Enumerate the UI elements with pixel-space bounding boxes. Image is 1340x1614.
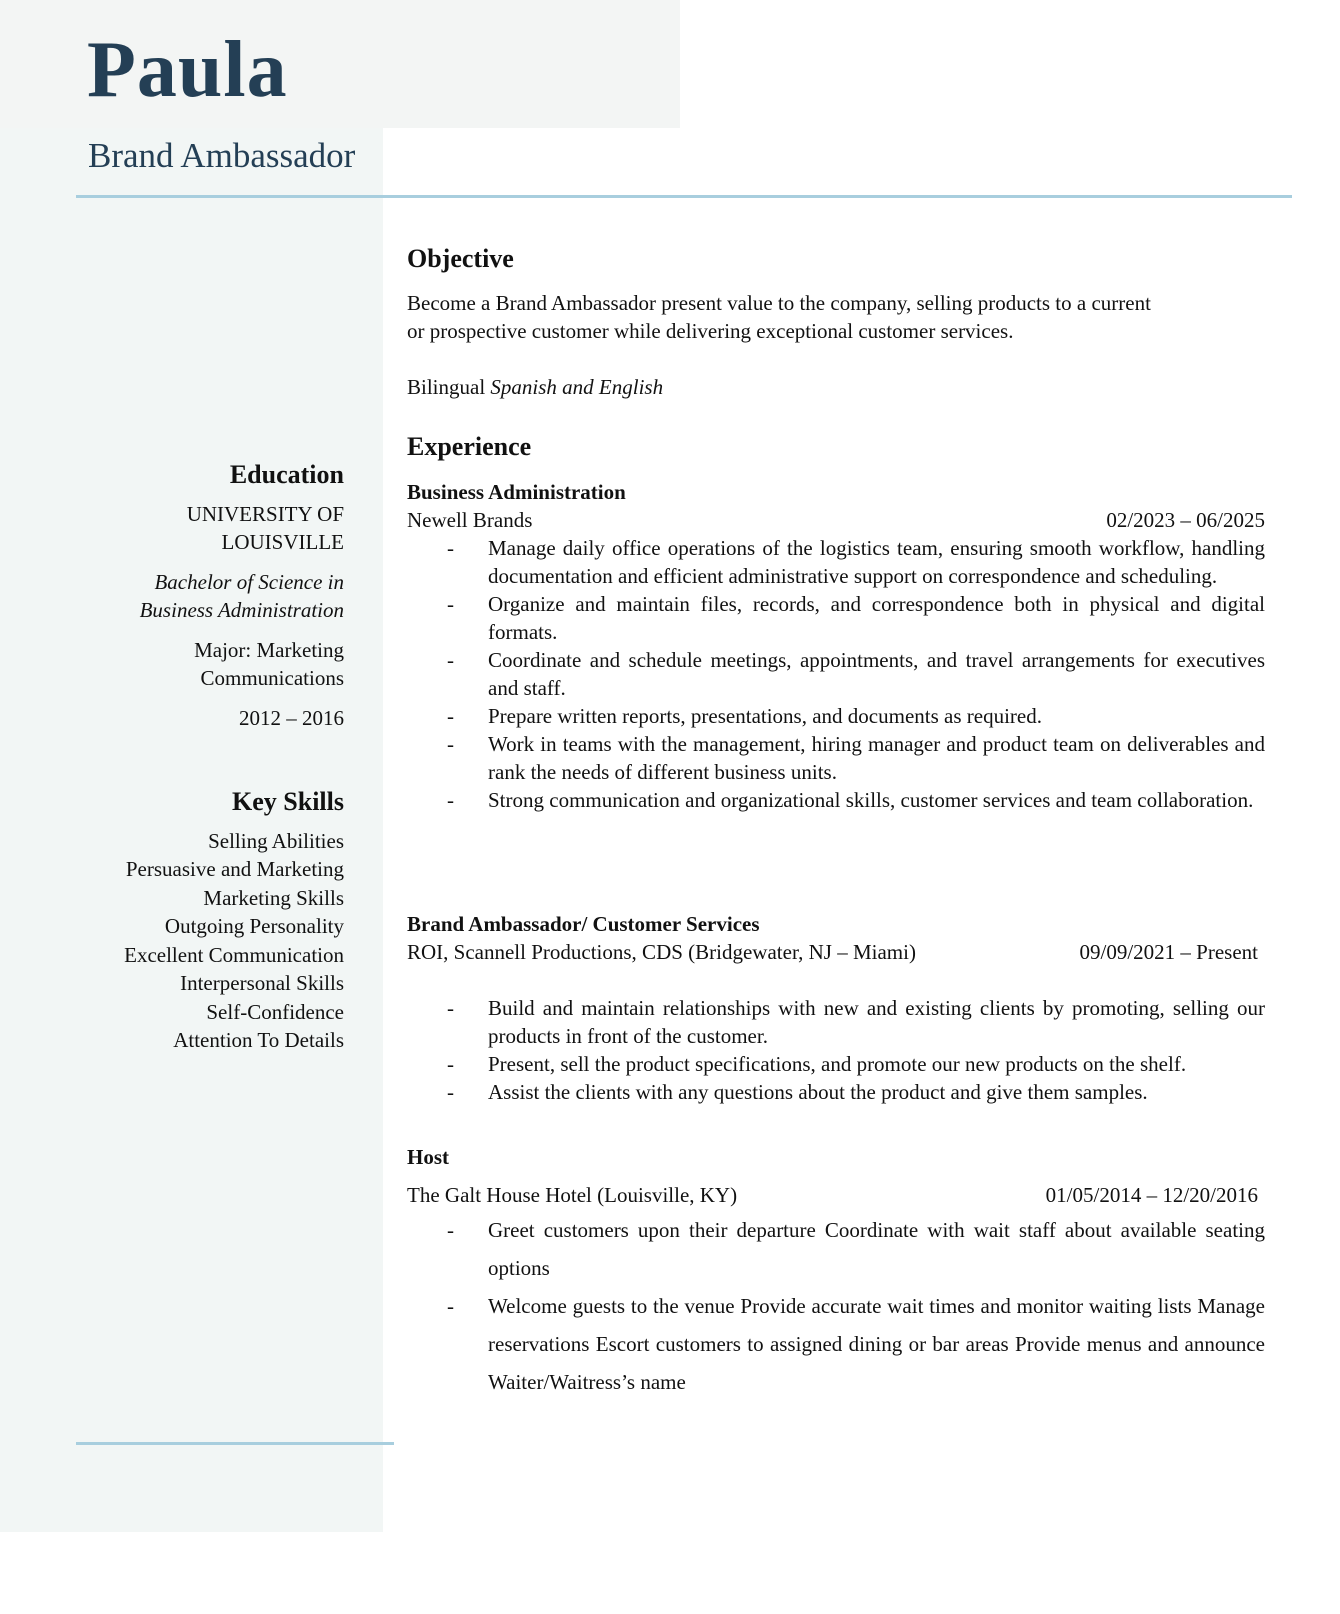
job-bullet-text: Work in teams with the management, hiring manager and product team on deliverables and rank the needs of different business units.	[488, 732, 1265, 784]
job-bullet	[407, 1287, 1265, 1401]
bullet-marker: -	[447, 996, 454, 1020]
skill-item: Interpersonal Skills	[180, 971, 344, 996]
education-years: 2012 – 2016	[239, 705, 344, 730]
bilingual-label: Bilingual	[407, 374, 486, 399]
job-bullet-text: Organize and maintain files, records, and correspondence both in physical and digital formats.	[488, 592, 1265, 644]
skill-item: Excellent Communication	[124, 942, 344, 967]
bullet-marker: -	[447, 788, 454, 812]
job-bullet-text: Strong communication and organizational skills, customer services and team collaboration.	[488, 788, 1254, 812]
education-section	[60, 458, 344, 744]
job-company: The Galt House Hotel (Louisville, KY)	[407, 1183, 738, 1207]
header-divider	[76, 195, 1292, 198]
sidebar-bottom-divider	[76, 1442, 394, 1445]
job-company-row	[407, 938, 1265, 966]
bilingual-line	[407, 373, 1265, 401]
objective-line: Become a Brand Ambassador present value to the company, selling products to a current	[407, 290, 1151, 315]
bullet-marker: -	[447, 592, 454, 616]
job-bullet	[407, 1078, 1265, 1106]
job-dates: 01/05/2014 – 12/20/2016	[1045, 1183, 1258, 1207]
job-company: Newell Brands	[407, 508, 533, 532]
job-bullets	[407, 534, 1265, 814]
skill-item: Self-Confidence	[206, 999, 344, 1024]
job-dates: 02/2023 – 06/2025	[1106, 508, 1265, 532]
objective-section	[407, 242, 1265, 401]
job-bullet-text: Greet customers upon their departure Coordinate with wait staff about available seating options	[488, 1218, 1265, 1280]
job-company-row	[407, 1181, 1265, 1209]
job-bullets	[407, 1211, 1265, 1401]
education-major-line: Major: Marketing	[194, 637, 344, 662]
education-degree	[60, 568, 344, 624]
education-degree-line: Business Administration	[139, 597, 344, 622]
job-entry	[407, 478, 1265, 814]
skill-item: Persuasive and Marketing	[125, 857, 344, 882]
education-major-line: Communications	[200, 665, 344, 690]
job-bullet-text: Manage daily office operations of the logistics team, ensuring smooth workflow, handling documentation and efficient administrative support on correspondence and scheduling.	[488, 536, 1265, 588]
job-title: Brand Ambassador/ Customer Services	[407, 912, 760, 936]
job-bullet-text: Assist the clients with any questions about the product and give them samples.	[488, 1080, 1148, 1104]
objective-text	[407, 289, 1265, 345]
job-company-row	[407, 506, 1265, 534]
skill-item: Selling Abilities	[208, 828, 344, 853]
job-bullet	[407, 994, 1265, 1050]
bullet-marker: -	[447, 732, 454, 756]
job-entry	[407, 910, 1265, 1106]
job-title: Business Administration	[407, 480, 626, 504]
job-bullet-text: Present, sell the product specifications, and promote our new products on the shelf.	[488, 1052, 1187, 1076]
job-entry	[407, 1143, 1265, 1401]
skills-heading: Key Skills	[232, 787, 344, 816]
candidate-name: Paula	[87, 26, 288, 114]
skills-section	[60, 785, 344, 1055]
job-bullet-text: Coordinate and schedule meetings, appointments, and travel arrangements for executives and staff.	[488, 648, 1265, 700]
bullet-marker: -	[447, 1294, 454, 1318]
job-dates: 09/09/2021 – Present	[1079, 940, 1258, 964]
skill-item: Outgoing Personality	[164, 914, 344, 939]
job-bullet	[407, 702, 1265, 730]
experience-heading: Experience	[407, 432, 532, 461]
skill-item: Marketing Skills	[203, 885, 344, 910]
job-bullet	[407, 590, 1265, 646]
job-bullet	[407, 646, 1265, 702]
education-major	[60, 636, 344, 692]
job-bullet	[407, 786, 1265, 814]
education-school-line: LOUISVILLE	[221, 529, 344, 554]
candidate-title: Brand Ambassador	[88, 136, 356, 175]
bullet-marker: -	[447, 704, 454, 728]
job-bullets	[407, 994, 1265, 1106]
bullet-marker: -	[447, 1218, 454, 1242]
bullet-marker: -	[447, 1080, 454, 1104]
objective-heading: Objective	[407, 244, 514, 273]
job-bullet-text: Build and maintain relationships with new and existing clients by promoting, selling our products in front of the customer.	[488, 996, 1265, 1048]
bullet-marker: -	[447, 648, 454, 672]
skill-item: Attention To Details	[173, 1028, 344, 1053]
objective-line: or prospective customer while delivering exceptional customer services.	[407, 318, 1014, 343]
job-title: Host	[407, 1145, 449, 1169]
job-bullet-text: Welcome guests to the venue Provide accurate wait times and monitor waiting lists Manage reservations Escort customers to assigned dining or bar areas Provide menus and announce Waiter/Waitress’s name	[488, 1294, 1265, 1394]
education-degree-line: Bachelor of Science in	[154, 569, 344, 594]
job-bullet	[407, 534, 1265, 590]
bilingual-languages: Spanish and English	[490, 374, 664, 399]
bullet-marker: -	[447, 1052, 454, 1076]
job-bullet	[407, 730, 1265, 786]
education-school-line: UNIVERSITY OF	[186, 501, 344, 526]
experience-section	[407, 430, 1265, 464]
job-bullet	[407, 1211, 1265, 1287]
sidebar-background	[0, 0, 383, 1532]
education-heading: Education	[229, 460, 344, 489]
skills-list	[60, 827, 344, 1055]
bullet-marker: -	[447, 536, 454, 560]
job-company: ROI, Scannell Productions, CDS (Bridgewater, NJ – Miami)	[407, 940, 916, 964]
job-bullet-text: Prepare written reports, presentations, and documents as required.	[488, 704, 1042, 728]
education-school	[60, 500, 344, 556]
job-bullet	[407, 1050, 1265, 1078]
